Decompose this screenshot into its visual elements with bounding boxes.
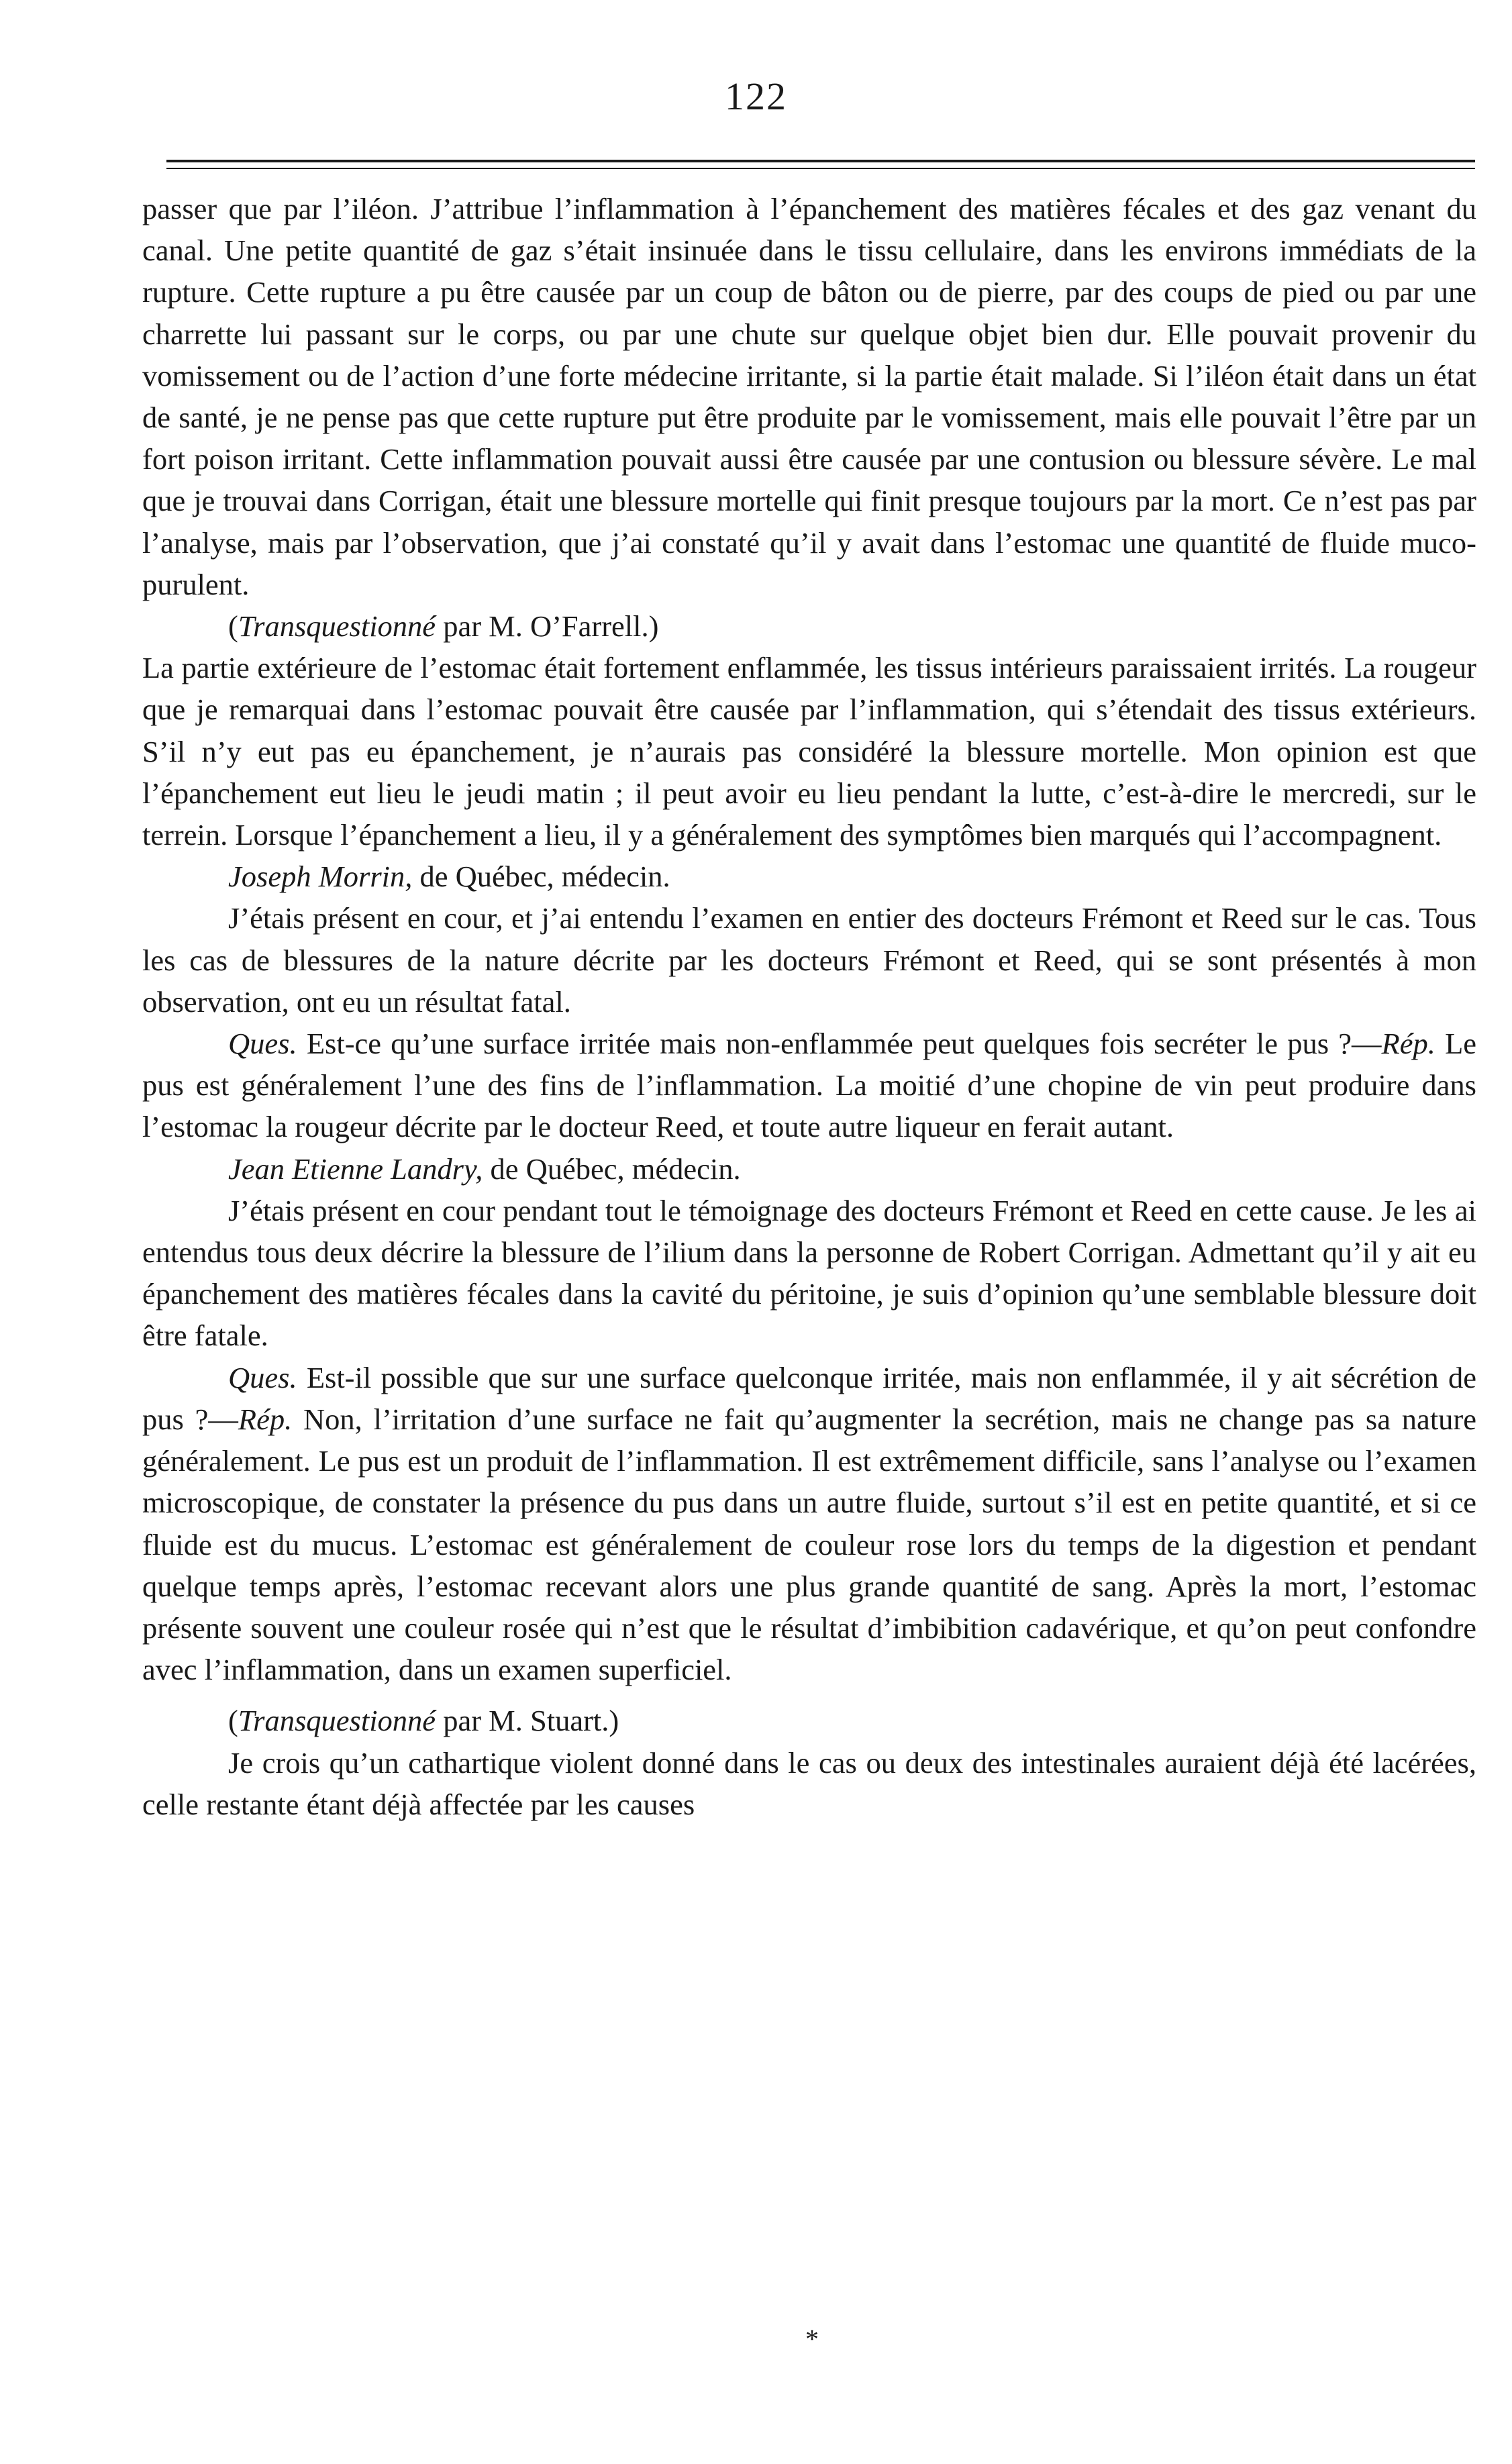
answer-label: Rép.	[238, 1402, 293, 1436]
open-paren: (	[228, 609, 238, 644]
answer-label: Rép.	[1381, 1027, 1435, 1061]
question-answer	[142, 1023, 1476, 1148]
cross-examiner: par M. Stuart.)	[436, 1704, 619, 1738]
cross-examiner: par M. O’Farrell.)	[436, 609, 659, 644]
question-answer	[142, 1357, 1476, 1691]
question-text: Est-ce qu’une surface irritée mais non-enflammée peut quelques fois secréter le pus ?—	[297, 1027, 1382, 1061]
question-label: Ques.	[228, 1360, 297, 1394]
body-text	[142, 188, 1476, 1825]
paragraph-continuation: passer que par l’iléon. J’attribue l’inflammation à l’épanchement des matières fécales et des gaz venant du canal. Une petite quantité de gaz s’était insinuée dans le tissu cellulaire, dans les environs immédiats de la rupture. Cette rupture a pu être causée par un coup de bâton ou de pierre, par des coups de pied ou par une charrette lui passant sur le corps, ou par une chute sur quelque objet bien dur. Elle pouvait provenir du vomissement ou de l’action d’une forte médecine irritante, si la partie était malade. Si l’iléon était dans un état de santé, je ne pense pas que cette rupture put être produite par le vomissement, mais elle pouvait l’être par un fort poison irritant. Cette inflammation pouvait aussi être causée par une contusion ou blessure sévère. Le mal que je trouvai dans Corrigan, était une blessure mortelle qui finit presque toujours par la mort. Ce n’est pas par l’analyse, mais par l’observation, que j’ai constaté qu’il y avait dans l’estomac une quantité de fluide muco-purulent.	[142, 192, 1476, 601]
witness-name: Jean Etienne Landry,	[228, 1151, 483, 1186]
open-paren: (	[228, 1704, 238, 1738]
header-rule-thick	[166, 160, 1475, 162]
paragraph: J’étais présent en cour, et j’ai entendu l’examen en entier des docteurs Frémont et Reed sur le cas. Tous les cas de blessures de la nature décrite par les docteurs Frémont et Reed, qui se sont présentés à mon observation, ont eu un résultat fatal.	[142, 901, 1476, 1019]
answer-text: Non, l’irritation d’une surface ne fait qu’augmenter la secrétion, mais ne change pas sa nature généralement. Le pus est un produit de l’inflammation. Il est extrêmement difficile, sans l’analyse ou l’examen microscopique, de constater la présence du pus dans un autre fluide, surtout s’il est en petite quantité, et si ce fluide est du mucus. L’estomac est généralement de couleur rose lors du temps de la digestion et pendant quelque temps après, l’estomac recevant alors une plus grande quantité de sang. Après la mort, l’estomac présente souvent une couleur rosée qui n’est que le résultat d’imbibition cadavérique, et qu’on peut confondre avec l’inflammation, dans un examen superficiel.	[142, 1402, 1476, 1687]
page-number: 122	[725, 74, 787, 118]
cross-examination-heading	[142, 1700, 1476, 1741]
question-text: Est-il possible que sur une surface quelconque irritée, mais non enflammée, il y ait sécrétion de pus ?—	[142, 1360, 1476, 1436]
cross-examination-label: Transquestionné	[238, 609, 436, 644]
paragraph: J’étais présent en cour pendant tout le témoignage des docteurs Frémont et Reed en cette cause. Je les ai entendus tous deux décrire la blessure de l’ilium dans la personne de Robert Corrigan. Admettant qu’il y ait eu épanchement des matières fécales dans la cavité du péritoine, je suis d’opinion qu’une semblable blessure doit être fatale.	[142, 1193, 1476, 1353]
cross-examination-heading	[142, 605, 1476, 647]
witness-details: de Québec, médecin.	[412, 860, 670, 894]
paragraph: Je crois qu’un cathartique violent donné dans le cas ou deux des intestinales auraient déjà été lacérées, celle restante étant déjà affectée par les causes	[142, 1745, 1476, 1821]
witness-name: Joseph Morrin,	[228, 860, 413, 894]
witness-details: de Québec, médecin.	[483, 1151, 741, 1186]
header-rule-thin	[166, 168, 1475, 169]
paragraph: La partie extérieure de l’estomac était fortement enflammée, les tissus intérieurs paraissaient irrités. La rougeur que je remarquai dans l’estomac pouvait être causée par l’inflammation, qui s’étendait des tissus extérieurs. S’il n’y eut pas eu épanchement, je n’aurais pas considéré la blessure mortelle. Mon opinion est que l’épanchement eut lieu le jeudi matin ; il peut avoir eu lieu pendant la lutte, c’est-à-dire le mercredi, sur le terrein. Lorsque l’épanchement a lieu, il y a généralement des symptômes bien marqués qui l’accompagnent.	[142, 651, 1476, 852]
cross-examination-label: Transquestionné	[238, 1704, 436, 1738]
question-label: Ques.	[228, 1027, 297, 1061]
answer-text: Le pus est généralement l’une des fins de l’inflammation. La moitié d’une chopine de vin peut produire dans l’estomac la rougeur décrite par le docteur Reed, et toute autre liqueur en ferait autant.	[142, 1027, 1477, 1144]
witness-heading	[142, 1148, 1476, 1190]
footer-mark: *	[805, 2324, 819, 2354]
witness-heading	[142, 856, 1476, 897]
